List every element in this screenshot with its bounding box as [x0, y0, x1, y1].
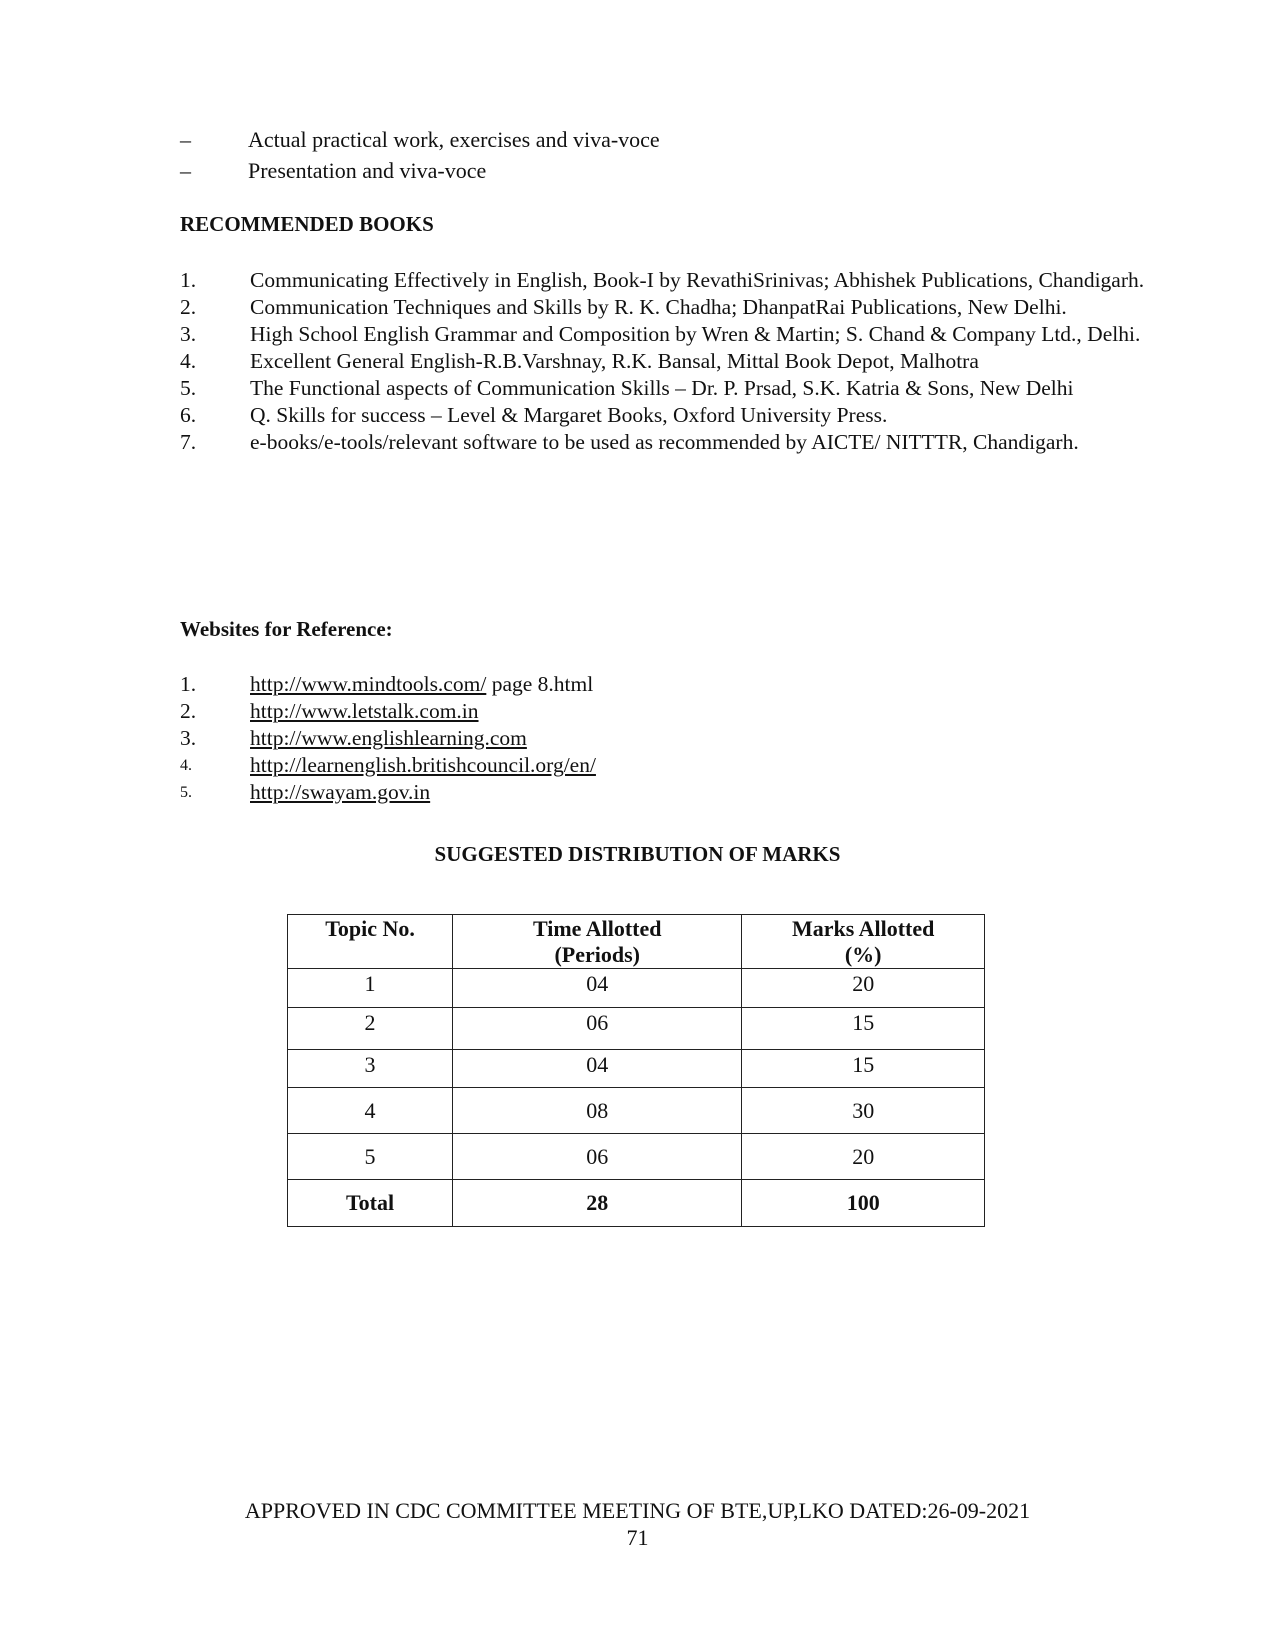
recommended-books-list	[180, 267, 1157, 456]
table-total-row	[288, 1180, 985, 1227]
cell-time: 04	[453, 1050, 742, 1088]
total-marks: 100	[742, 1180, 985, 1227]
cell-marks: 15	[742, 1008, 985, 1050]
cell-time: 04	[453, 969, 742, 1008]
website-suffix: page 8.html	[486, 672, 594, 696]
book-item	[180, 294, 1157, 321]
cell-topic: 3	[288, 1050, 453, 1088]
cell-topic: 2	[288, 1008, 453, 1050]
website-number: 5.	[180, 784, 192, 801]
table-row	[288, 1088, 985, 1134]
total-label: Total	[288, 1180, 453, 1227]
list-item	[180, 124, 1120, 155]
book-text: Q. Skills for success – Level & Margaret Books, Oxford University Press.	[250, 403, 888, 427]
book-item	[180, 375, 1157, 402]
cell-marks: 15	[742, 1050, 985, 1088]
book-item	[180, 348, 1157, 375]
website-number: 4.	[180, 757, 192, 774]
book-number: 5.	[180, 376, 197, 400]
table-row	[288, 969, 985, 1008]
websites-heading: Websites for Reference:	[180, 617, 393, 641]
book-number: 3.	[180, 322, 197, 346]
cell-topic: 1	[288, 969, 453, 1008]
website-item	[180, 752, 1157, 779]
list-item-text: Actual practical work, exercises and viva-voce	[248, 127, 660, 152]
website-item	[180, 779, 1157, 806]
table-row	[288, 1134, 985, 1180]
book-number: 4.	[180, 349, 197, 373]
header-topic: Topic No.	[288, 915, 453, 969]
book-text: Communication Techniques and Skills by R. K. Chadha; DhanpatRai Publications, New Delhi.	[250, 295, 1067, 319]
website-link[interactable]: http://learnenglish.britishcouncil.org/en/	[250, 753, 596, 777]
book-number: 1.	[180, 268, 197, 292]
table-row	[288, 1050, 985, 1088]
website-number: 3.	[180, 726, 197, 750]
website-link[interactable]: http://www.englishlearning.com	[250, 726, 527, 750]
website-item	[180, 725, 1157, 752]
website-number: 2.	[180, 699, 197, 723]
book-text: Communicating Effectively in English, Book-I by RevathiSrinivas; Abhishek Publications, Chandigarh.	[250, 268, 1145, 292]
header-time: Time Allotted (Periods)	[453, 915, 742, 969]
book-number: 2.	[180, 295, 197, 319]
dash-marker: –	[180, 127, 191, 152]
book-item	[180, 429, 1157, 456]
cell-topic: 4	[288, 1088, 453, 1134]
book-item	[180, 267, 1157, 294]
cell-time: 06	[453, 1008, 742, 1050]
cell-time: 06	[453, 1134, 742, 1180]
website-item	[180, 698, 1157, 725]
website-item	[180, 671, 1157, 698]
cell-marks: 30	[742, 1088, 985, 1134]
approval-text: APPROVED IN CDC COMMITTEE MEETING OF BTE,UP,LKO DATED:26-09-2021	[244, 1498, 1031, 1523]
dash-marker: –	[180, 158, 191, 183]
list-item-text: Presentation and viva-voce	[248, 158, 487, 183]
total-time: 28	[453, 1180, 742, 1227]
table-row	[288, 1008, 985, 1050]
table-header-row	[288, 915, 985, 969]
cell-marks: 20	[742, 1134, 985, 1180]
book-text: High School English Grammar and Composition by Wren & Martin; S. Chand & Company Ltd., Delhi.	[250, 322, 1141, 346]
cell-marks: 20	[742, 969, 985, 1008]
book-number: 7.	[180, 430, 197, 454]
book-text: The Functional aspects of Communication Skills – Dr. P. Prsad, S.K. Katria & Sons, New Delhi	[250, 376, 1074, 400]
header-marks: Marks Allotted (%)	[742, 915, 985, 969]
marks-distribution-heading: SUGGESTED DISTRIBUTION OF MARKS	[434, 842, 841, 866]
website-number: 1.	[180, 672, 197, 696]
websites-list	[180, 671, 1157, 806]
book-text: Excellent General English-R.B.Varshnay, R.K. Bansal, Mittal Book Depot, Malhotra	[250, 349, 979, 373]
book-item	[180, 321, 1157, 348]
list-item	[180, 155, 1120, 186]
book-number: 6.	[180, 403, 197, 427]
cell-topic: 5	[288, 1134, 453, 1180]
page-footer	[0, 1497, 1275, 1551]
book-text: e-books/e-tools/relevant software to be used as recommended by AICTE/ NITTTR, Chandigarh.	[250, 430, 1079, 454]
website-link[interactable]: http://www.letstalk.com.in	[250, 699, 479, 723]
website-link[interactable]: http://swayam.gov.in	[250, 780, 431, 804]
page-number: 71	[626, 1525, 649, 1550]
marks-distribution-table	[287, 914, 985, 1227]
website-link[interactable]: http://www.mindtools.com/	[250, 672, 487, 696]
cell-time: 08	[453, 1088, 742, 1134]
assessment-list	[180, 124, 1120, 186]
book-item	[180, 402, 1157, 429]
recommended-books-heading: RECOMMENDED BOOKS	[180, 212, 434, 236]
